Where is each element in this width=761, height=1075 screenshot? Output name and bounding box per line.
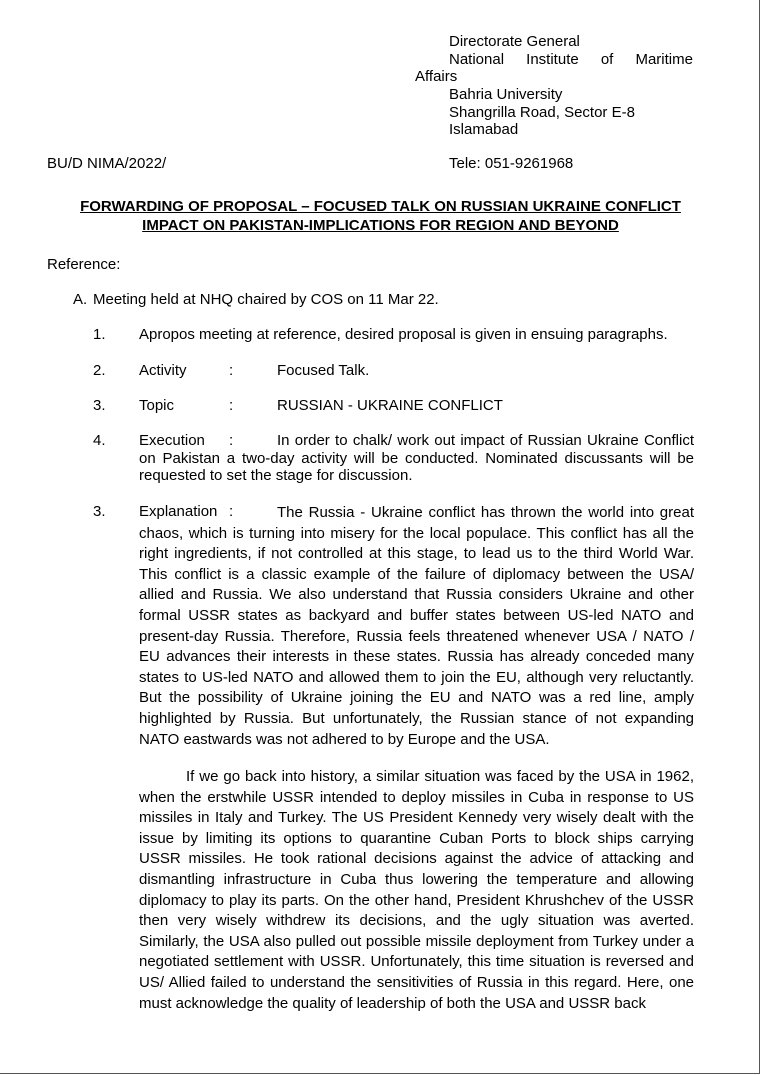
telephone: Tele: 051-9261968 (449, 155, 574, 172)
para-text: In order to chalk/ work out impact of Russian Ukraine Conflict on Pakistan a two-day activity will be conducted. Nominated discussants will be requested to set the stage for discussion. (139, 432, 694, 484)
address-line-justified (449, 51, 693, 69)
address-line: Islamabad (449, 121, 519, 138)
para-body (139, 503, 694, 750)
reference-item-text: Meeting held at NHQ chaired by COS on 11 Mar 22. (93, 291, 439, 308)
para-label: Topic (139, 397, 175, 414)
para-colon: : (229, 397, 234, 414)
reference-label: Reference: (47, 256, 121, 273)
letterhead-address (449, 33, 693, 68)
para-label: Activity (139, 362, 187, 379)
para-value: RUSSIAN - UKRAINE CONFLICT (277, 397, 503, 414)
para-number: 1. (93, 326, 106, 343)
address-line: Bahria University (449, 86, 563, 103)
document-title (0, 197, 761, 235)
address-word: Maritime (635, 50, 693, 68)
para-number: 2. (93, 362, 106, 379)
para-label: Explanation (139, 503, 218, 520)
para-number: 4. (93, 432, 106, 449)
para-body (139, 767, 694, 1014)
para-text: Apropos meeting at reference, desired proposal is given in ensuing paragraphs. (139, 326, 668, 343)
para-number: 3. (93, 397, 106, 414)
letterhead-address-cont (449, 86, 635, 139)
para-body (139, 432, 694, 485)
para-label: Execution (139, 432, 205, 449)
para-number: 3. (93, 503, 106, 520)
para-text: If we go back into history, a similar situation was faced by the USA in 1962, when the erstwhile USSR intended to deploy missiles in Cuba in response to US missiles in Italy and Turkey. The US President Kennedy very wisely dealt with the issue by limiting its options to quarantine Cuban Ports to block ships carrying USSR missiles. He took rational decisions against the advice of attacking and dismantling infrastructure in Cuba thus lowering the temperature and allowing diplomacy to play its parts. On the other hand, President Khrushchev of the USSR then very wisely withdrew its decisions, and the ugly situation was averted. Similarly, the USA also pulled out possible missile deployment from Turkey under a negotiated settlement with USSR. Unfortunately, this time situation is reversed and US/ Allied failed to understand the sensitivities of Russia in this regard. Here, one must acknowledge the quality of leadership of both the USA and USSR back (139, 768, 694, 1012)
title-line: IMPACT ON PAKISTAN-IMPLICATIONS FOR REGION AND BEYOND (142, 217, 619, 234)
para-text: The Russia - Ukraine conflict has thrown the world into great chaos, which is turning into misery for the local populace. This conflict has all the right ingredients, if not controlled at this stage, to lead us to the third World War. This conflict is a classic example of the failure of diplomacy between the USA/ allied and Russia. We also understand that Russia considers Ukraine and other formal USSR states as backyard and buffer states between US-led NATO and present-day Russia. Therefore, Russia feels threatened whenever USA / NATO / EU advances their interests in these states. Russia has already conceded many states to US-led NATO and allowed them to join the EU, although very reluctantly. But the possibility of Ukraine joining the EU and NATO was a red line, amply highlighted by Russia. But unfortunately, the Russian stance of not expanding NATO eastwards was not adhered to by Europe and the USA. (139, 504, 694, 748)
address-word: National (449, 50, 505, 68)
reference-item-letter: A. (73, 291, 88, 308)
para-colon: : (229, 362, 234, 379)
para-value: Focused Talk. (277, 362, 370, 379)
reference-number: BU/D NIMA/2022/ (47, 155, 167, 172)
para-colon: : (229, 503, 234, 520)
address-line: Shangrilla Road, Sector E-8 (449, 103, 635, 121)
address-line: Directorate General (449, 33, 580, 50)
title-line: FORWARDING OF PROPOSAL – FOCUSED TALK ON RUSSIAN UKRAINE CONFLICT (80, 198, 681, 215)
address-word: of (600, 50, 614, 68)
address-word: Institute (526, 50, 579, 68)
para-colon: : (229, 432, 234, 449)
address-line: Affairs (415, 68, 458, 85)
